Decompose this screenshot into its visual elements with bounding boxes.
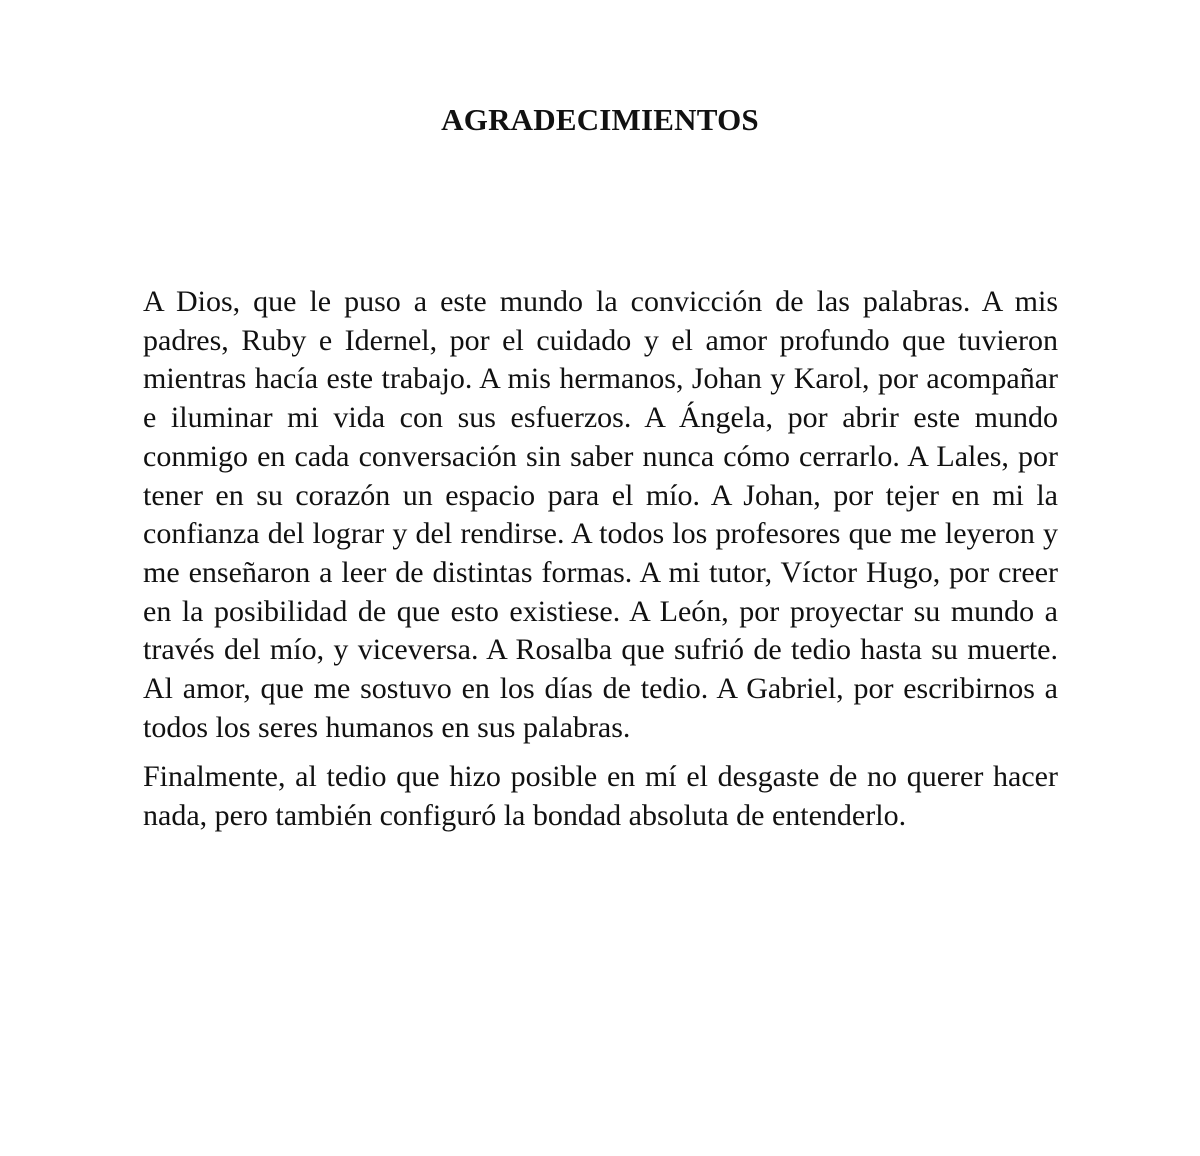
acknowledgements-body [143,283,1058,836]
acknowledgements-paragraph-1: A Dios, que le puso a este mundo la convicción de las palabras. A mis padres, Ruby e Idernel, por el cuidado y el amor profundo que tuvieron mientras hacía este trabajo. A mis hermanos, Johan y Karol, por acompañar e iluminar mi vida con sus esfuerzos. A Ángela, por abrir este mundo conmigo en cada conversación sin saber nunca cómo cerrarlo. A Lales, por tener en su corazón un espacio para el mío. A Johan, por tejer en mi la confianza del lograr y del rendirse. A todos los profesores que me leyeron y me enseñaron a leer de distintas formas. A mi tutor, Víctor Hugo, por creer en la posibilidad de que esto existiese. A León, por proyectar su mundo a través del mío, y viceversa. A Rosalba que sufrió de tedio hasta su muerte. Al amor, que me sostuvo en los días de tedio. A Gabriel, por escribirnos a todos los seres humanos en sus palabras. [143,285,1058,744]
page-title: AGRADECIMIENTOS [441,102,759,137]
acknowledgements-paragraph-2: Finalmente, al tedio que hizo posible en mí el desgaste de no querer hacer nada, pero también configuró la bondad absoluta de entenderlo. [143,760,1058,833]
